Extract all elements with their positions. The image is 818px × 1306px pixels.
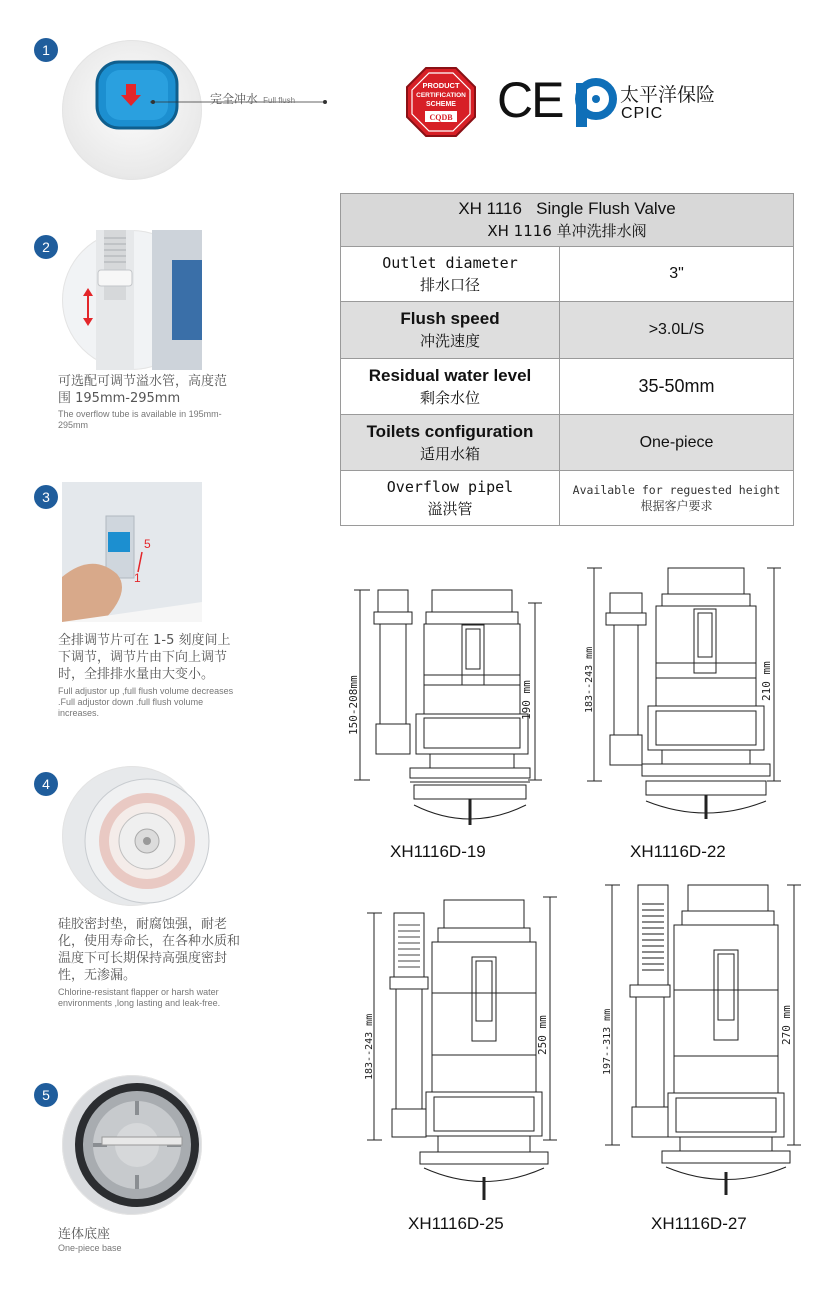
right-dim: 250 mm [536,1015,549,1055]
spec-table [340,193,794,526]
scale-bottom: 1 [134,571,141,585]
model-label: XH1116D-25 [408,1214,504,1233]
svg-text:PRODUCT: PRODUCT [422,81,460,90]
cpic-name-en: CPIC [621,105,664,122]
left-dim: 183--243 mm [584,646,595,713]
table-row: Flush speed 冲洗速度 >3.0L/S [341,302,794,359]
model-label: XH1116D-27 [651,1214,747,1233]
valve-drawing-d25 [360,895,565,1210]
full-flush-photo [62,40,202,180]
right-dim: 210 mm [760,661,773,701]
model-label: XH1116D-19 [390,842,486,861]
feature-number: 3 [34,485,58,509]
scale-top: 5 [144,537,151,551]
table-row: Outlet diameter 排水口径 3" [341,247,794,302]
feature-4-text: 硅胶密封垫，耐腐蚀强，耐老化，使用寿命长，在各种水质和温度下可长期保持高强度密封性，无渗漏。 Chlorine-resistant flapper or harsh water environments ,long lasting and leak-free. [58,917,241,1008]
model-label: XH1116D-22 [630,842,726,861]
cqc-certification-logo [405,66,477,138]
cpic-logo-icon [572,79,616,131]
left-dim: 150-208mm [347,675,360,735]
svg-text:CERTIFICATION: CERTIFICATION [416,92,466,99]
feature-5-text: 连体底座 One-piece base [58,1227,122,1253]
right-dim: 270 mm [780,1005,793,1045]
svg-text:SCHEME: SCHEME [426,101,456,108]
feature-number: 2 [34,235,58,259]
left-dim: 197--313 mm [602,1008,613,1075]
table-row: Residual water level 剩余水位 35-50mm [341,359,794,415]
valve-drawing-d19 [347,585,550,830]
feature-number: 1 [34,38,58,62]
full-flush-label: 完全冲水 Full flush [210,92,296,106]
adjustor-photo [62,482,202,622]
base-photo [62,1075,202,1215]
overflow-tube-photo [62,230,202,370]
table-row: Overflow pipel 溢洪管 Available for reguested height 根据客户要求 [341,471,794,526]
svg-text:CQDB: CQDB [429,113,453,122]
ce-mark: CE [497,72,563,128]
feature-number: 5 [34,1083,58,1107]
right-dim: 190 mm [520,680,533,720]
spec-table-title: XH 1116 Single Flush Valve XH 1116 单冲洗排水阀 [341,194,794,247]
feature-2-text: 可选配可调节溢水管，高度范围 195mm-295mm The overflow tube is available in 195mm-295mm [58,374,228,430]
left-dim: 183--243 mm [364,1013,375,1080]
feature-3-text: 全排调节片可在 1-5 刻度间上下调节，调节片由下向上调节时，全排排水量由大变小。 Full adjustor up ,full flush volume decreases .Full adjustor down .full flush volume increases. [58,633,234,718]
valve-drawing-d22 [582,563,787,825]
cpic-name-cn: 太平洋保险 [620,84,716,106]
table-row: Toilets configuration 适用水箱 One-piece [341,415,794,471]
valve-drawing-d27 [598,880,808,1202]
feature-number: 4 [34,772,58,796]
seal-photo [62,766,202,906]
